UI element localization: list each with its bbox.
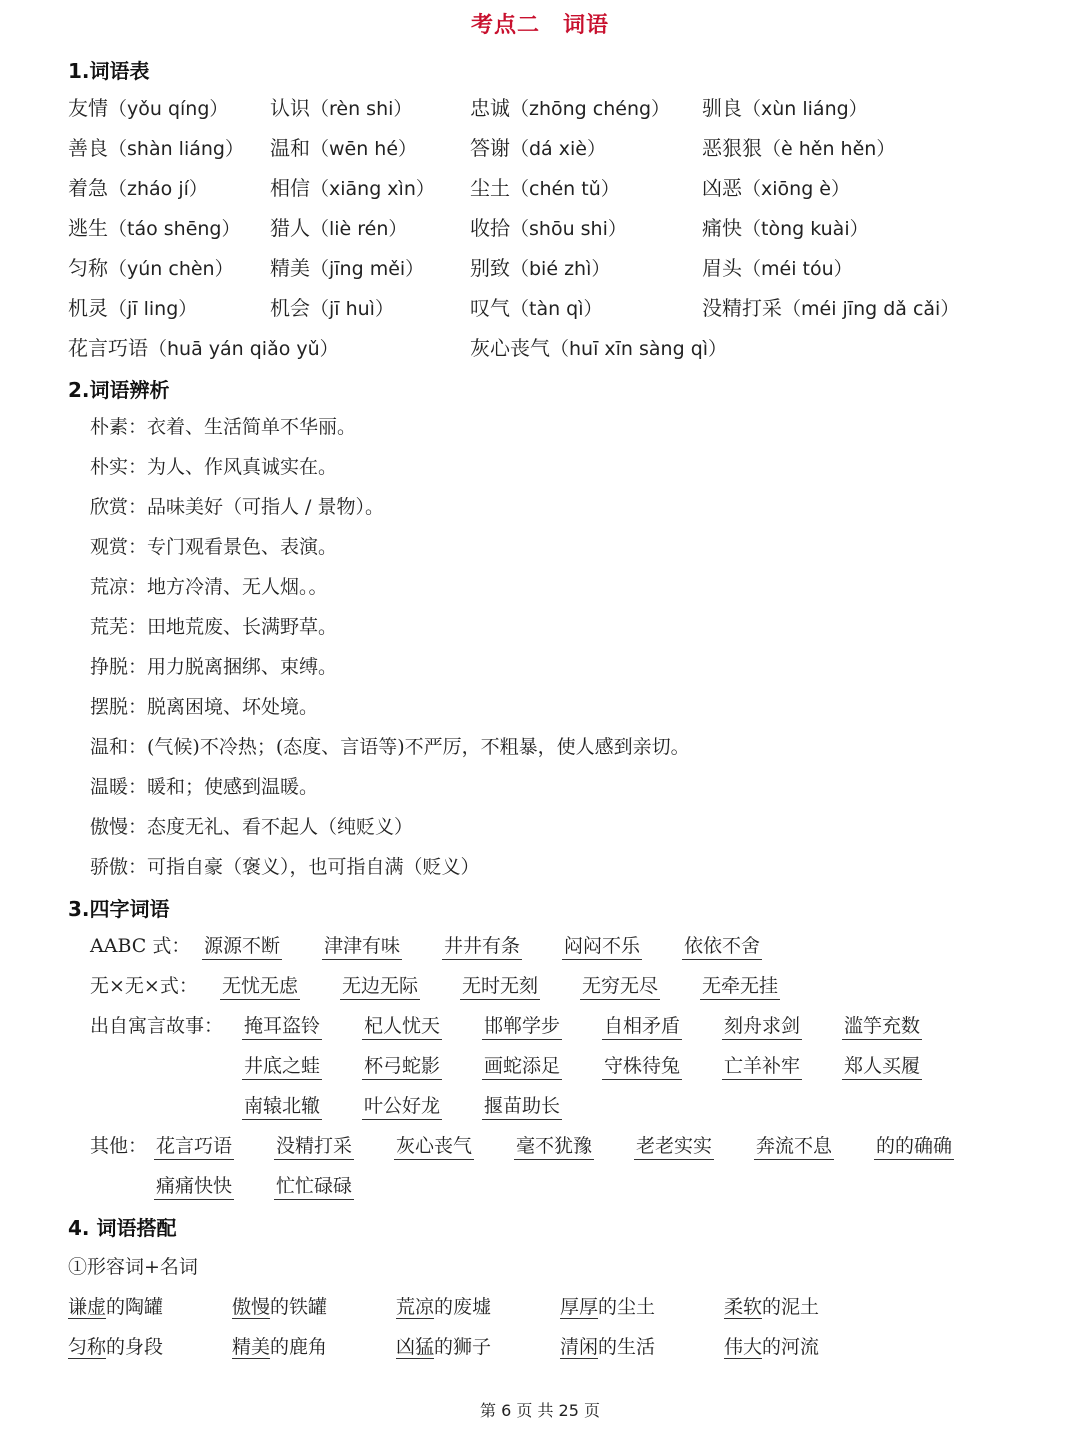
collocation-adjective: 傲慢 xyxy=(232,1296,271,1318)
vocab-pinyin: （chén tǔ） xyxy=(510,178,620,200)
vocab-pinyin: （dá xiè） xyxy=(510,138,606,160)
vocab-item xyxy=(702,212,869,241)
vocab-word: 相信 xyxy=(270,176,310,200)
vocab-item xyxy=(702,292,959,321)
collocation-noun: 的鹿角 xyxy=(270,1336,328,1358)
vocab-item xyxy=(68,252,234,281)
collocation-item xyxy=(232,1292,327,1319)
idiom-label-other: 其他： xyxy=(90,1135,148,1157)
vocab-item xyxy=(270,132,417,161)
definition-item: 荒凉：地方冷清、无人烟。。 xyxy=(90,576,328,598)
vocab-word: 叹气 xyxy=(470,296,510,320)
idiom-item: 画蛇添足 xyxy=(482,1051,562,1080)
vocab-word: 驯良 xyxy=(702,96,742,120)
idiom-item: 源源不断 xyxy=(202,931,282,960)
vocab-word: 逃生 xyxy=(68,216,108,240)
idiom-item: 郑人买履 xyxy=(842,1051,922,1080)
collocation-item xyxy=(396,1332,491,1359)
idiom-item: 灰心丧气 xyxy=(394,1131,474,1160)
collocation-item xyxy=(724,1332,819,1359)
vocab-word: 花言巧语 xyxy=(68,336,148,360)
vocab-item xyxy=(470,292,603,321)
idiom-item: 无边无际 xyxy=(340,971,420,1000)
vocab-pinyin: （jī ling） xyxy=(108,298,198,320)
definition-item: 挣脱：用力脱离捆绑、束缚。 xyxy=(90,656,338,678)
idiom-item: 杯弓蛇影 xyxy=(362,1051,442,1080)
idiom-item: 叶公好龙 xyxy=(362,1091,442,1120)
collocation-item xyxy=(232,1332,327,1359)
vocab-word: 凶恶 xyxy=(702,176,742,200)
vocab-pinyin: （è hěn hěn） xyxy=(762,138,896,160)
collocation-adjective: 凶猛 xyxy=(396,1336,435,1358)
section-heading-vocab-list: 1.词语表 xyxy=(68,59,150,83)
vocab-item xyxy=(270,92,412,121)
vocab-item xyxy=(702,92,868,121)
idiom-item: 忙忙碌碌 xyxy=(274,1171,354,1200)
idiom-item: 滥竽充数 xyxy=(842,1011,922,1040)
vocab-item xyxy=(470,332,727,361)
idiom-item: 的的确确 xyxy=(874,1131,954,1160)
collocation-noun: 的身段 xyxy=(106,1336,164,1358)
vocab-pinyin: （shōu shi） xyxy=(510,218,627,240)
vocab-item xyxy=(270,212,407,241)
vocab-pinyin: （zhōng chéng） xyxy=(510,98,671,120)
idiom-item: 没精打采 xyxy=(274,1131,354,1160)
definition-item: 傲慢：态度无礼、看不起人（纯贬义） xyxy=(90,816,414,838)
vocab-item xyxy=(470,212,627,241)
vocab-word: 答谢 xyxy=(470,136,510,160)
definition-item: 荒芜：田地荒废、长满野草。 xyxy=(90,616,338,638)
idiom-label-aabc: AABC 式： xyxy=(90,935,191,957)
vocab-word: 匀称 xyxy=(68,256,108,280)
vocab-word: 温和 xyxy=(270,136,310,160)
vocab-pinyin: （rèn shi） xyxy=(310,98,413,120)
section-heading-four-char-idioms: 3.四字词语 xyxy=(68,897,170,921)
idiom-label-fable: 出自寓言故事： xyxy=(90,1015,224,1037)
collocation-noun: 的尘土 xyxy=(598,1296,656,1318)
vocab-pinyin: （jī huì） xyxy=(310,298,394,320)
idiom-item: 邯郸学步 xyxy=(482,1011,562,1040)
idiom-item: 花言巧语 xyxy=(154,1131,234,1160)
vocab-item xyxy=(470,172,620,201)
idiom-item: 无牵无挂 xyxy=(700,971,780,1000)
vocab-item xyxy=(68,132,244,161)
idiom-label-wu: 无×无×式： xyxy=(90,975,198,997)
vocab-pinyin: （méi jīng dǎ cǎi） xyxy=(782,298,960,320)
vocab-pinyin: （shàn liáng） xyxy=(108,138,244,160)
vocab-word: 善良 xyxy=(68,136,108,160)
vocab-pinyin: （jīng měi） xyxy=(310,258,425,280)
idiom-item: 奔流不息 xyxy=(754,1131,834,1160)
collocation-noun: 的泥土 xyxy=(762,1296,820,1318)
vocab-pinyin: （zháo jí） xyxy=(108,178,208,200)
idiom-item: 守株待兔 xyxy=(602,1051,682,1080)
vocab-item xyxy=(68,292,197,321)
vocab-pinyin: （liè rén） xyxy=(310,218,408,240)
idiom-item: 无时无刻 xyxy=(460,971,540,1000)
vocab-word: 机灵 xyxy=(68,296,108,320)
vocab-item xyxy=(68,172,208,201)
vocab-word: 眉头 xyxy=(702,256,742,280)
collocation-adjective: 清闲 xyxy=(560,1336,599,1358)
vocab-pinyin: （tòng kuài） xyxy=(742,218,869,240)
vocab-item xyxy=(702,252,853,281)
idiom-item: 依依不舍 xyxy=(682,931,762,960)
definition-item: 朴实：为人、作风真诚实在。 xyxy=(90,456,338,478)
vocab-word: 别致 xyxy=(470,256,510,280)
collocation-adjective: 厚厚 xyxy=(560,1296,599,1318)
vocab-pinyin: （yún chèn） xyxy=(108,258,234,280)
vocab-word: 认识 xyxy=(270,96,310,120)
vocab-word: 友情 xyxy=(68,96,108,120)
idiom-item: 南辕北辙 xyxy=(242,1091,322,1120)
vocab-item xyxy=(470,92,670,121)
idiom-item: 井井有条 xyxy=(442,931,522,960)
vocab-item xyxy=(702,132,895,161)
vocab-word: 收拾 xyxy=(470,216,510,240)
definition-item: 摆脱：脱离困境、坏处境。 xyxy=(90,696,319,718)
definition-item: 温暖：暖和；使感到温暖。 xyxy=(90,776,319,798)
vocab-word: 没精打采 xyxy=(702,296,782,320)
vocab-item xyxy=(270,252,424,281)
collocation-noun: 的铁罐 xyxy=(270,1296,328,1318)
vocab-word: 恶狠狠 xyxy=(702,136,762,160)
vocab-pinyin: （wēn hé） xyxy=(310,138,418,160)
collocation-adjective: 柔软 xyxy=(724,1296,763,1318)
idiom-item: 自相矛盾 xyxy=(602,1011,682,1040)
vocab-item xyxy=(68,332,339,361)
collocation-noun: 的河流 xyxy=(762,1336,820,1358)
section-heading-collocation: 4. 词语搭配 xyxy=(68,1216,177,1240)
collocation-adjective: 伟大 xyxy=(724,1336,763,1358)
vocab-word: 忠诚 xyxy=(470,96,510,120)
idiom-item: 老老实实 xyxy=(634,1131,714,1160)
collocation-item xyxy=(68,1292,163,1319)
idiom-item: 揠苗助长 xyxy=(482,1091,562,1120)
vocab-word: 着急 xyxy=(68,176,108,200)
vocab-word: 精美 xyxy=(270,256,310,280)
vocab-item xyxy=(702,172,850,201)
vocab-word: 猎人 xyxy=(270,216,310,240)
idiom-item: 无忧无虑 xyxy=(220,971,300,1000)
page-footer: 第 6 页 共 25 页 xyxy=(480,1401,600,1420)
vocab-pinyin: （xiōng è） xyxy=(742,178,850,200)
vocab-item xyxy=(470,132,606,161)
idiom-item: 杞人忧天 xyxy=(362,1011,442,1040)
collocation-item xyxy=(560,1292,655,1319)
vocab-pinyin: （táo shēng） xyxy=(108,218,241,240)
vocab-item xyxy=(270,172,435,201)
vocab-word: 灰心丧气 xyxy=(470,336,550,360)
collocation-item xyxy=(68,1332,163,1359)
vocab-pinyin: （xiāng xìn） xyxy=(310,178,435,200)
vocab-pinyin: （bié zhì） xyxy=(510,258,611,280)
collocation-noun: 的废墟 xyxy=(434,1296,492,1318)
idiom-item: 掩耳盗铃 xyxy=(242,1011,322,1040)
vocab-item xyxy=(270,292,394,321)
collocation-adjective: 谦虚 xyxy=(68,1296,107,1318)
definition-item: 温和：(气候)不冷热；(态度、言语等)不严厉，不粗暴，使人感到亲切。 xyxy=(90,736,690,758)
definition-item: 观赏：专门观看景色、表演。 xyxy=(90,536,338,558)
definition-item: 朴素：衣着、生活简单不华丽。 xyxy=(90,416,357,438)
collocation-adjective: 精美 xyxy=(232,1336,271,1358)
definition-item: 骄傲：可指自豪（褒义），也可指自满（贬义） xyxy=(90,856,480,878)
vocab-pinyin: （méi tóu） xyxy=(742,258,853,280)
vocab-item xyxy=(68,212,241,241)
definition-item: 欣赏：品味美好（可指人 / 景物）。 xyxy=(90,496,384,518)
collocation-noun: 的陶罐 xyxy=(106,1296,164,1318)
section-heading-discrimination: 2.词语辨析 xyxy=(68,378,170,402)
idiom-item: 刻舟求剑 xyxy=(722,1011,802,1040)
idiom-item: 亡羊补牢 xyxy=(722,1051,802,1080)
collocation-noun: 的狮子 xyxy=(434,1336,492,1358)
vocab-item xyxy=(470,252,610,281)
idiom-item: 无穷无尽 xyxy=(580,971,660,1000)
vocab-word: 机会 xyxy=(270,296,310,320)
vocab-pinyin: （huī xīn sàng qì） xyxy=(550,338,728,360)
vocab-pinyin: （xùn liáng） xyxy=(742,98,868,120)
collocation-item xyxy=(560,1332,655,1359)
idiom-item: 闷闷不乐 xyxy=(562,931,642,960)
vocab-item xyxy=(68,92,228,121)
idiom-item: 痛痛快快 xyxy=(154,1171,234,1200)
idiom-item: 井底之蛙 xyxy=(242,1051,322,1080)
page-title: 考点二 词语 xyxy=(470,13,609,38)
idiom-item: 津津有味 xyxy=(322,931,402,960)
collocation-noun: 的生活 xyxy=(598,1336,656,1358)
collocation-adjective: 匀称 xyxy=(68,1336,107,1358)
collocation-subheading: ①形容词+名词 xyxy=(68,1256,198,1278)
collocation-item xyxy=(724,1292,819,1319)
vocab-word: 尘土 xyxy=(470,176,510,200)
vocab-word: 痛快 xyxy=(702,216,742,240)
collocation-item xyxy=(396,1292,491,1319)
vocab-pinyin: （huā yán qiǎo yǔ） xyxy=(148,338,339,360)
vocab-pinyin: （yǒu qíng） xyxy=(108,98,229,120)
idiom-item: 毫不犹豫 xyxy=(514,1131,594,1160)
vocab-pinyin: （tàn qì） xyxy=(510,298,603,320)
collocation-adjective: 荒凉 xyxy=(396,1296,435,1318)
